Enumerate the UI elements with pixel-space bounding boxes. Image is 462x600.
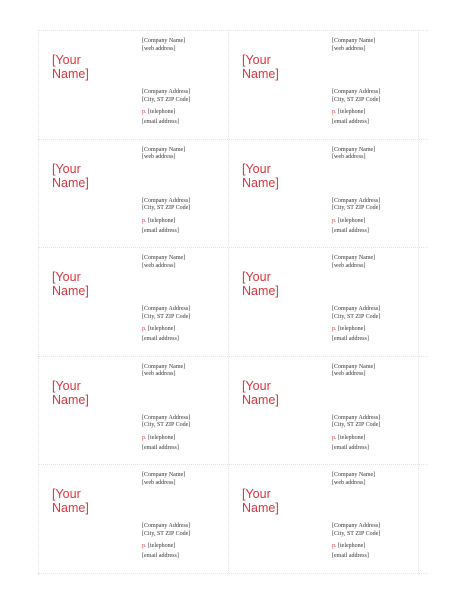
phone-line: [332, 326, 422, 334]
business-card: [228, 139, 418, 247]
email-address: [email address]: [142, 444, 179, 451]
company-name: [Company Name]: [142, 146, 186, 153]
email-line: [142, 445, 232, 453]
web-address: [web address]: [332, 154, 366, 161]
company-name: [Company Name]: [332, 363, 376, 370]
phone-line: [332, 435, 422, 443]
city-state-zip: [City, ST ZIP Code]: [332, 530, 381, 537]
address-block: [142, 415, 232, 430]
phone-prefix: p.: [142, 109, 147, 115]
your-name: [Your Name]: [242, 270, 279, 299]
company-address: [Company Address]: [332, 89, 381, 95]
company-name: [Company Name]: [332, 38, 376, 44]
business-card: [38, 247, 228, 355]
email-line: [142, 553, 232, 561]
telephone: [telephone]: [338, 326, 366, 333]
address-block: [332, 89, 422, 104]
company-block: [332, 147, 422, 162]
address-block: [142, 198, 232, 213]
company-address: [Company Address]: [332, 197, 381, 204]
your-name: [Your Name]: [52, 270, 89, 299]
phone-line: [142, 435, 232, 443]
city-state-zip: [City, ST ZIP Code]: [332, 96, 381, 103]
city-state-zip: [City, ST ZIP Code]: [142, 205, 191, 212]
telephone: [telephone]: [148, 326, 176, 333]
telephone: [telephone]: [148, 217, 176, 224]
address-block: [142, 306, 232, 321]
email-line: [332, 553, 422, 561]
phone-prefix: p.: [332, 109, 337, 115]
company-name: [Company Name]: [332, 472, 376, 479]
phone-prefix: p.: [142, 217, 147, 224]
phone-prefix: p.: [142, 434, 147, 441]
city-state-zip: [City, ST ZIP Code]: [332, 422, 381, 429]
telephone: [telephone]: [338, 434, 366, 441]
phone-line: [332, 109, 422, 117]
address-block: [332, 523, 422, 538]
city-state-zip: [City, ST ZIP Code]: [332, 313, 381, 320]
company-block: [142, 255, 232, 270]
phone-prefix: p.: [142, 326, 147, 333]
your-name: [Your Name]: [242, 53, 279, 81]
telephone: [telephone]: [338, 543, 366, 550]
email-address: [email address]: [332, 553, 369, 560]
web-address: [web address]: [332, 371, 366, 378]
telephone: [telephone]: [338, 109, 366, 115]
web-address: [web address]: [142, 154, 176, 161]
your-name: [Your Name]: [52, 378, 89, 407]
business-card: [38, 30, 228, 138]
business-card: [38, 464, 228, 572]
business-card: [228, 356, 418, 464]
email-address: [email address]: [332, 444, 369, 451]
phone-line: [142, 543, 232, 551]
company-address: [Company Address]: [142, 523, 191, 530]
company-block: [332, 364, 422, 379]
company-name: [Company Name]: [332, 146, 376, 153]
phone-line: [142, 109, 232, 117]
company-name: [Company Name]: [142, 472, 186, 479]
email-line: [332, 119, 422, 127]
company-block: [332, 472, 422, 487]
business-card: [228, 464, 418, 572]
business-card: [38, 139, 228, 247]
your-name: [Your Name]: [52, 53, 89, 81]
card-guide-horizontal: [38, 573, 428, 574]
company-block: [332, 255, 422, 270]
telephone: [telephone]: [338, 217, 366, 224]
city-state-zip: [City, ST ZIP Code]: [142, 422, 191, 429]
telephone: [telephone]: [148, 434, 176, 441]
company-name: [Company Name]: [142, 363, 186, 370]
your-name: [Your Name]: [242, 378, 279, 407]
company-address: [Company Address]: [142, 89, 191, 95]
email-line: [332, 228, 422, 236]
company-name: [Company Name]: [142, 255, 186, 262]
email-line: [142, 119, 232, 127]
company-name: [Company Name]: [142, 38, 186, 44]
company-address: [Company Address]: [142, 306, 191, 313]
email-address: [email address]: [332, 227, 369, 234]
email-address: [email address]: [332, 336, 369, 343]
email-line: [332, 445, 422, 453]
company-address: [Company Address]: [332, 306, 381, 313]
company-block: [142, 147, 232, 162]
email-address: [email address]: [142, 227, 179, 234]
phone-line: [142, 218, 232, 226]
telephone: [telephone]: [148, 543, 176, 550]
city-state-zip: [City, ST ZIP Code]: [332, 205, 381, 212]
your-name: [Your Name]: [52, 161, 89, 190]
email-line: [142, 228, 232, 236]
address-block: [332, 415, 422, 430]
your-name: [Your Name]: [52, 487, 89, 516]
web-address: [web address]: [142, 371, 176, 378]
web-address: [web address]: [142, 45, 176, 52]
city-state-zip: [City, ST ZIP Code]: [142, 313, 191, 320]
address-block: [332, 306, 422, 321]
your-name: [Your Name]: [242, 487, 279, 516]
phone-prefix: p.: [142, 543, 147, 550]
address-block: [142, 523, 232, 538]
business-card: [228, 30, 418, 138]
email-address: [email address]: [142, 336, 179, 343]
phone-line: [332, 543, 422, 551]
company-block: [142, 472, 232, 487]
company-address: [Company Address]: [142, 414, 191, 421]
business-card: [228, 247, 418, 355]
phone-line: [332, 218, 422, 226]
email-line: [142, 336, 232, 344]
web-address: [web address]: [142, 262, 176, 269]
web-address: [web address]: [332, 479, 366, 486]
email-address: [email address]: [332, 119, 369, 125]
phone-prefix: p.: [332, 543, 337, 550]
telephone: [telephone]: [148, 109, 176, 115]
web-address: [web address]: [332, 262, 366, 269]
company-address: [Company Address]: [332, 414, 381, 421]
company-block: [142, 364, 232, 379]
phone-prefix: p.: [332, 217, 337, 224]
email-address: [email address]: [142, 119, 179, 125]
city-state-zip: [City, ST ZIP Code]: [142, 530, 191, 537]
web-address: [web address]: [142, 479, 176, 486]
company-address: [Company Address]: [332, 523, 381, 530]
phone-prefix: p.: [332, 326, 337, 333]
city-state-zip: [City, ST ZIP Code]: [142, 96, 191, 103]
your-name: [Your Name]: [242, 161, 279, 190]
company-block: [142, 38, 232, 53]
phone-prefix: p.: [332, 434, 337, 441]
phone-line: [142, 326, 232, 334]
company-block: [332, 38, 422, 53]
address-block: [332, 198, 422, 213]
email-line: [332, 336, 422, 344]
address-block: [142, 89, 232, 104]
company-name: [Company Name]: [332, 255, 376, 262]
email-address: [email address]: [142, 553, 179, 560]
company-address: [Company Address]: [142, 197, 191, 204]
business-card: [38, 356, 228, 464]
web-address: [web address]: [332, 45, 366, 52]
